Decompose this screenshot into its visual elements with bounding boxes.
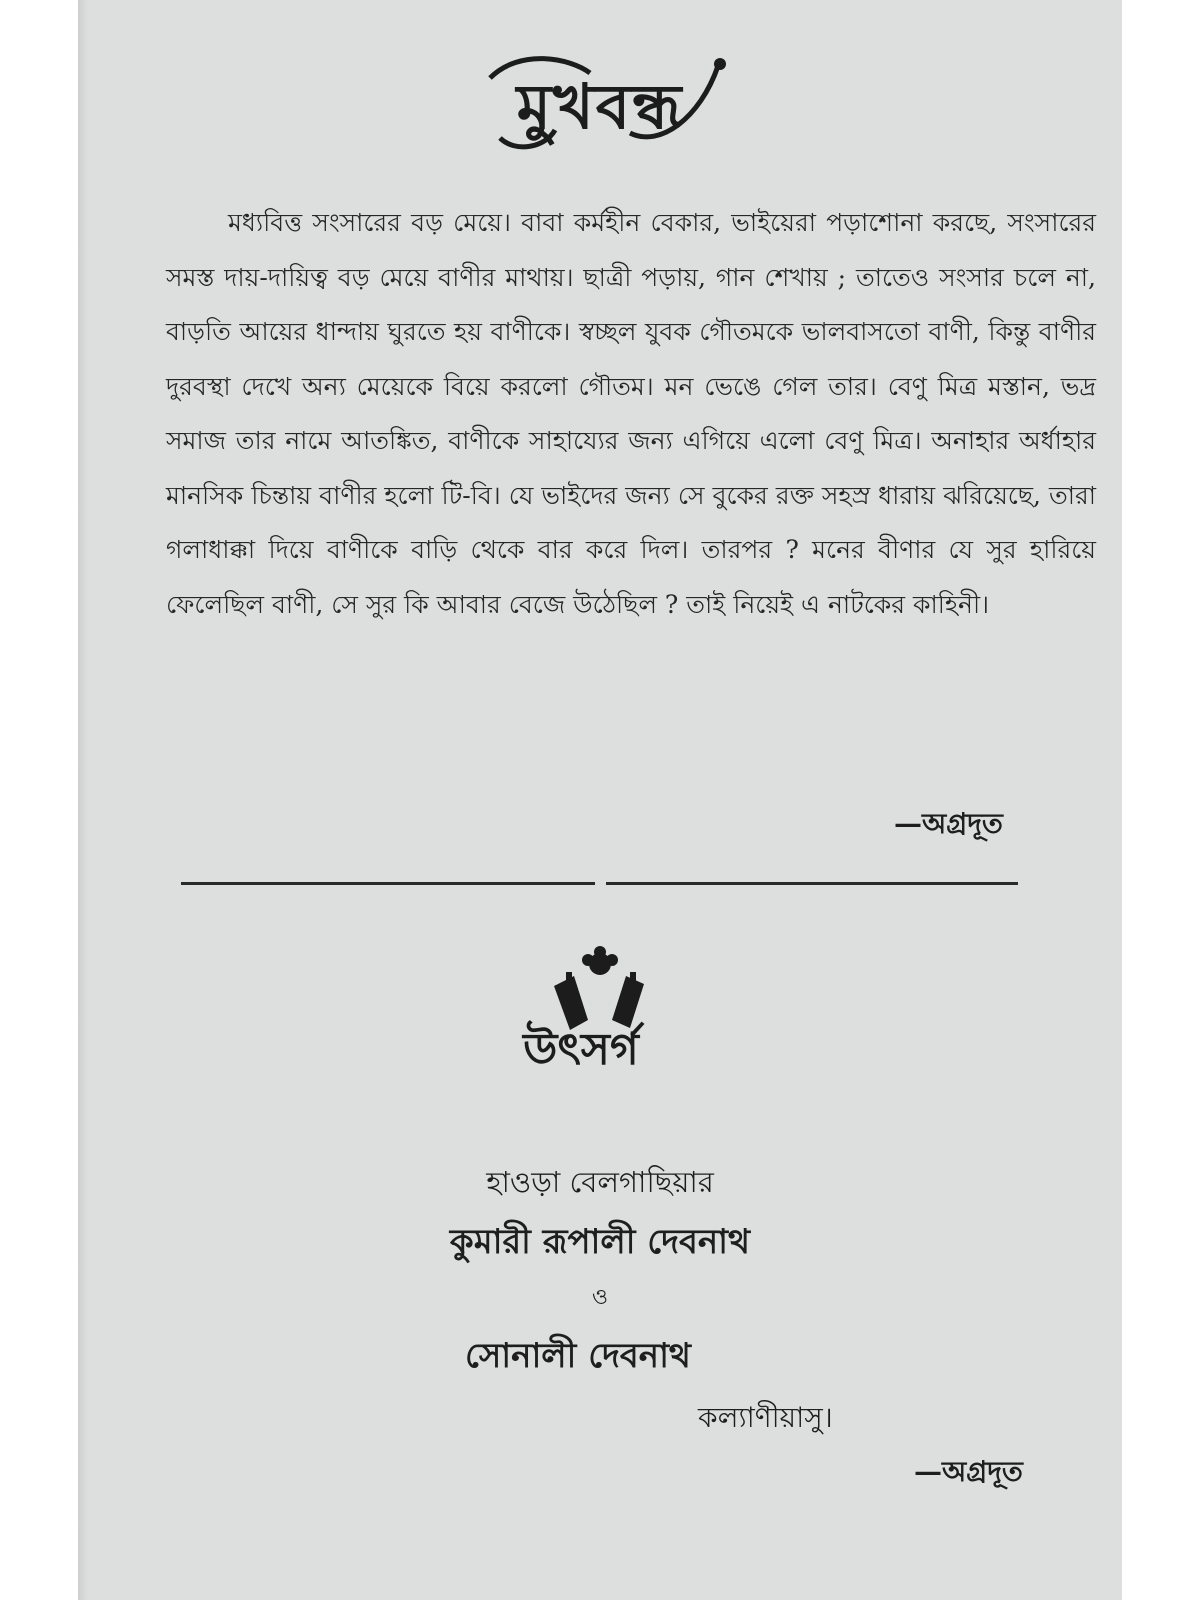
dedication-heading: উৎসর্গ: [523, 1024, 639, 1075]
preface-heading: মুখবন্ধ: [516, 70, 684, 143]
dedication-name-1: কুমারী রূপালী দেবনাথ: [449, 1222, 751, 1262]
dedication-conjunction: ও: [591, 1285, 609, 1310]
dedication-name-2: সোনালী দেবনাথ: [465, 1336, 691, 1376]
divider-line-right: [606, 882, 1018, 885]
preface-heading-calligraphy: [460, 38, 740, 158]
dedication-blessing: কল্যাণীয়াসু।: [698, 1401, 833, 1434]
book-page: [78, 0, 1122, 1600]
dedication-signature: —অগ্রদূত: [914, 1455, 1023, 1488]
preface-body-text: মধ্যবিত্ত সংসারের বড় মেয়ে। বাবা কর্মহীন বেকার, ভাইয়েরা পড়াশোনা করছে, সংসারের সমস্ত দায়-দায়িত্ব বড় মেয়ে বাণীর মাথায়। ছাত্রী পড়ায়, গান শেখায় ; তাতেও সংসার চলে না, বাড়তি আয়ের ধান্দায় ঘুরতে হয় বাণীকে। স্বচ্ছল যুবক গৌতমকে ভালবাসতো বাণী, কিন্তু বাণীর দুরবস্থা দেখে অন্য মেয়েকে বিয়ে করলো গৌতম। মন ভেঙে গেল তার। বেণু মিত্র মস্তান, ভদ্র সমাজ তার নামে আতঙ্কিত, বাণীকে সাহায্যের জন্য এগিয়ে এলো বেণু মিত্র। অনাহার অর্ধাহার মানসিক চিন্তায় বাণীর হলো টি-বি। যে ভাইদের জন্য সে বুকের রক্ত সহস্র ধারায় ঝরিয়েছে, তারা গলাধাক্কা দিয়ে বাণীকে বাড়ি থেকে বার করে দিল। তারপর ? মনের বীণার যে সুর হারিয়ে ফেলেছিল বাণী, সে সুর কি আবার বেজে উঠেছিল ? তাই নিয়েই এ নাটকের কাহিনী।: [166, 208, 1096, 619]
divider-line-left: [181, 882, 595, 885]
dedication-place: হাওড়া বেলগাছিয়ার: [486, 1165, 714, 1199]
dedication-emblem: [496, 946, 666, 1096]
preface-signature: —অগ্রদূত: [894, 807, 1003, 840]
